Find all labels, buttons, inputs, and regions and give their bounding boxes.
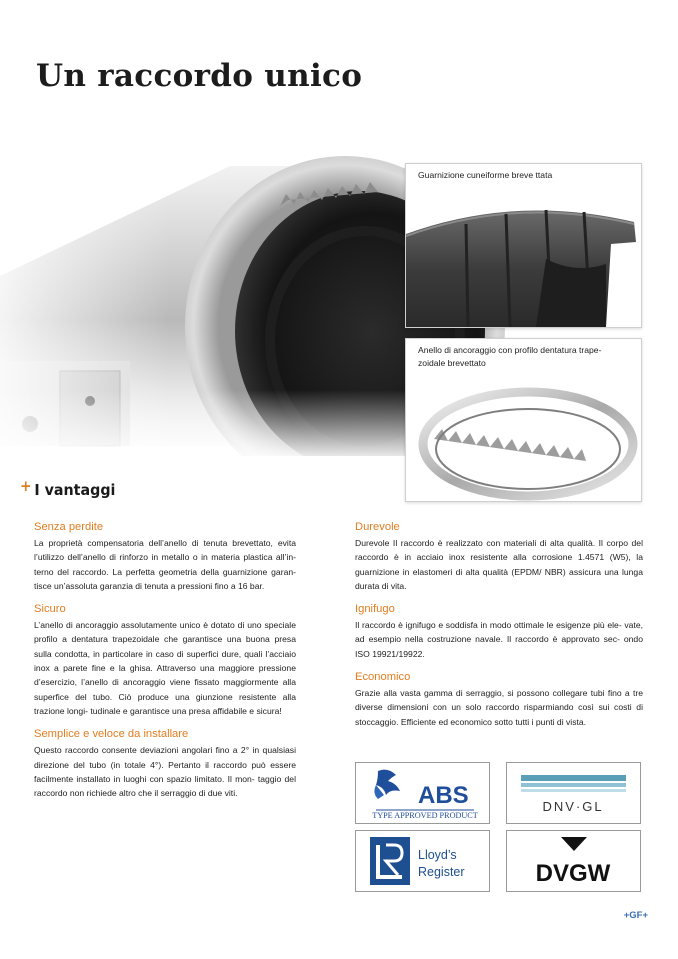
advantage-text: Durevole Il raccordo è realizzato con materiali di alta qualità. Il corpo del raccordo è in acciaio inox resistente alla corrosione 1.4571 (W5), la guarnizione in elastomeri di alta qualità (EPDM/ NBR) assicura una lunga durata di vita.	[355, 538, 643, 591]
advantage-title: Sicuro	[34, 603, 66, 616]
advantage-text: Il raccordo è ignifugo e soddisfa in modo ottimale le esigenze più ele- vate, ad esempio nella costruzione navale. Il raccordo è approvato sec- ondo ISO 19921/19922.	[355, 620, 643, 659]
gasket-caption: Guarnizione cuneiforme breve ttata	[418, 170, 553, 180]
anchoring-ring-caption: Anello di ancoraggio con profilo dentatura trape- zoidale brevettato	[418, 345, 602, 368]
dvgw-name: DVGW	[535, 860, 611, 887]
advantage-text: La proprietà compensatoria dell’anello di tenuta brevettato, evita l’utilizzo dell’anello di rinforzo in metallo o in materia plastica all’in- terno del raccordo. La perfetta geometria della guarnizione garan- tisce un’assoluta garanzia di tenuta a pressioni fino a 16 bar.	[34, 538, 296, 591]
advantage-block	[34, 603, 296, 718]
dvgw-triangle-icon	[561, 837, 587, 851]
advantage-title: Economico	[355, 671, 411, 684]
advantage-block	[355, 521, 643, 593]
eagle-icon	[374, 770, 400, 799]
gasket-callout	[405, 163, 642, 328]
gf-brand-logo: +GF+	[623, 910, 648, 921]
lr-line2: Register	[418, 865, 465, 879]
advantages-heading	[20, 477, 116, 499]
advantage-block	[34, 521, 296, 593]
dvgw-certification-logo	[506, 830, 641, 892]
lloyds-register-certification-logo	[355, 830, 490, 892]
advantage-text: L’anello di ancoraggio assolutamente unico è dotato di uno speciale profilo a dentatura trapezoidale che garantisce una buona presa sulla condotta, in particolare in caso di superfici dure, quali l’acciaio inox a parete fine e la ghisa. Attraverso una maggiore pressione d’esercizio, l’anello di ancoraggio viene fissato maggiormente alla superfice del tubo. Ciò produce una giunzione resistente alla trazione longi- tudinale e garantisce una presa affidabile e sicura!	[34, 620, 296, 716]
abs-subtitle: TYPE APPROVED PRODUCT	[372, 811, 478, 820]
dnv-gl-certification-logo	[506, 762, 641, 824]
advantage-title: Ignifugo	[355, 603, 395, 616]
advantages-left-column	[34, 521, 296, 810]
advantage-title: Senza perdite	[34, 521, 104, 533]
advantage-text: Questo raccordo consente deviazioni angolari fino a 2° in qualsiasi direzione del tubo (in totale 4°). Pertanto il raccordo può essere facilmente installato in luoghi con spazio limitato. Il mon- taggio del raccordo non richiede altro che il serraggio di due viti.	[34, 745, 296, 799]
anchoring-ring-callout	[405, 338, 642, 502]
lr-line1: Lloyd’s	[418, 848, 457, 862]
advantages-heading-text: I vantaggi	[34, 481, 116, 499]
advantage-block	[34, 728, 296, 800]
abs-name: ABS	[418, 782, 469, 809]
advantage-title: Durevole	[355, 521, 400, 533]
anchoring-ring-image	[406, 339, 641, 501]
page-title: Un raccordo unico	[36, 58, 363, 94]
gasket-image	[406, 164, 641, 327]
dnv-name: DNV·GL	[542, 799, 604, 814]
plus-icon: +	[20, 477, 32, 495]
advantage-title: Semplice e veloce da installare	[34, 728, 189, 741]
abs-certification-logo	[355, 762, 490, 824]
advantage-block	[355, 671, 643, 729]
advantage-text: Grazie alla vasta gamma di serraggio, si possono collegare tubi fino a tre diverse dimensioni con un solo raccordo risparmiando così sui costi di stoccaggio. Efficiente ed economico sotto tutti i punti di vista.	[355, 688, 643, 727]
advantages-right-column	[355, 521, 643, 739]
advantage-block	[355, 603, 643, 661]
